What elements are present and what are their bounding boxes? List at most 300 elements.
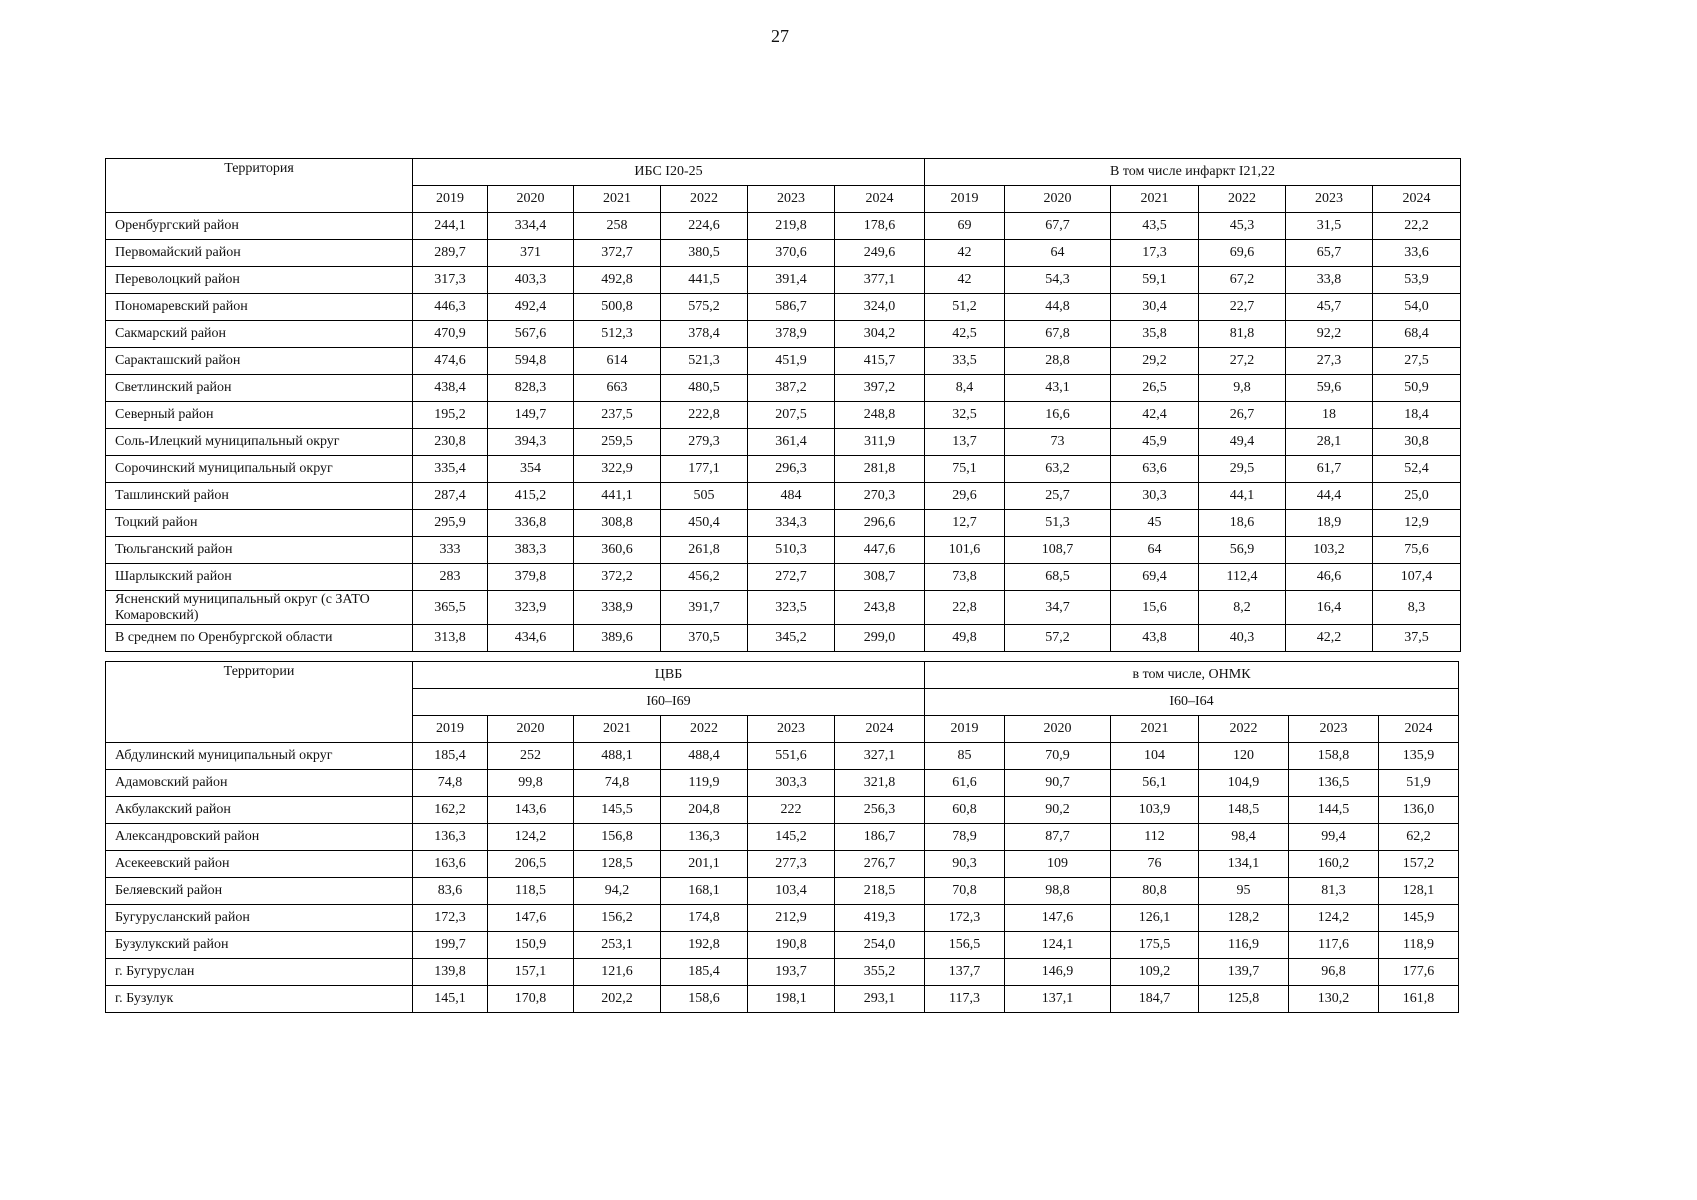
table-row (106, 591, 1461, 625)
value-cell: 389,6 (574, 625, 661, 652)
group-header-ihd: ИБС I20-25 (413, 159, 925, 186)
value-cell: 121,6 (574, 959, 661, 986)
value-cell: 30,4 (1111, 294, 1199, 321)
value-cell: 156,8 (574, 824, 661, 851)
value-cell: 53,9 (1373, 267, 1461, 294)
value-cell: 70,9 (1005, 743, 1111, 770)
value-cell: 397,2 (835, 375, 925, 402)
value-cell: 308,8 (574, 510, 661, 537)
value-cell: 75,1 (925, 456, 1005, 483)
value-cell: 434,6 (488, 625, 574, 652)
value-cell: 279,3 (661, 429, 748, 456)
value-cell: 287,4 (413, 483, 488, 510)
value-cell: 107,4 (1373, 564, 1461, 591)
value-cell: 145,1 (413, 986, 488, 1013)
value-cell: 8,4 (925, 375, 1005, 402)
value-cell: 28,1 (1286, 429, 1373, 456)
value-cell: 49,4 (1199, 429, 1286, 456)
value-cell: 201,1 (661, 851, 748, 878)
value-cell: 135,9 (1379, 743, 1459, 770)
value-cell: 139,8 (413, 959, 488, 986)
territory-name: Оренбургский район (106, 213, 413, 240)
value-cell: 249,6 (835, 240, 925, 267)
value-cell: 296,6 (835, 510, 925, 537)
value-cell: 145,2 (748, 824, 835, 851)
value-cell: 32,5 (925, 402, 1005, 429)
page-number: 27 (771, 26, 789, 46)
ihd-table (105, 158, 1461, 652)
value-cell: 512,3 (574, 321, 661, 348)
value-cell: 156,2 (574, 905, 661, 932)
value-cell: 371 (488, 240, 574, 267)
value-cell: 124,2 (488, 824, 574, 851)
value-cell: 184,7 (1111, 986, 1199, 1013)
value-cell: 42,5 (925, 321, 1005, 348)
year-header: 2022 (661, 716, 748, 743)
value-cell: 45,3 (1199, 213, 1286, 240)
value-cell: 137,7 (925, 959, 1005, 986)
value-cell: 85 (925, 743, 1005, 770)
territory-header: Территории (106, 662, 413, 743)
value-cell: 17,3 (1111, 240, 1199, 267)
territory-name: В среднем по Оренбургской области (106, 625, 413, 652)
table-row (106, 905, 1459, 932)
value-cell: 117,3 (925, 986, 1005, 1013)
territory-name: Адамовский район (106, 770, 413, 797)
value-cell: 68,4 (1373, 321, 1461, 348)
value-cell: 224,6 (661, 213, 748, 240)
value-cell: 35,8 (1111, 321, 1199, 348)
value-cell: 109,2 (1111, 959, 1199, 986)
value-cell: 178,6 (835, 213, 925, 240)
year-header: 2022 (1199, 186, 1286, 213)
value-cell: 128,1 (1379, 878, 1459, 905)
value-cell: 160,2 (1289, 851, 1379, 878)
value-cell: 116,9 (1199, 932, 1289, 959)
value-cell: 145,5 (574, 797, 661, 824)
value-cell: 22,8 (925, 591, 1005, 625)
value-cell: 244,1 (413, 213, 488, 240)
value-cell: 29,6 (925, 483, 1005, 510)
group-header-infarct: В том числе инфаркт I21,22 (925, 159, 1461, 186)
value-cell: 136,5 (1289, 770, 1379, 797)
table-row (106, 878, 1459, 905)
value-cell: 256,3 (835, 797, 925, 824)
value-cell: 415,7 (835, 348, 925, 375)
value-cell: 336,8 (488, 510, 574, 537)
year-header: 2022 (1199, 716, 1289, 743)
territory-name: Первомайский район (106, 240, 413, 267)
value-cell: 112 (1111, 824, 1199, 851)
territory-name: Ташлинский район (106, 483, 413, 510)
year-header: 2021 (1111, 716, 1199, 743)
value-cell: 259,5 (574, 429, 661, 456)
value-cell: 45,9 (1111, 429, 1199, 456)
value-cell: 172,3 (925, 905, 1005, 932)
value-cell: 254,0 (835, 932, 925, 959)
value-cell: 83,6 (413, 878, 488, 905)
value-cell: 74,8 (574, 770, 661, 797)
table-row (106, 240, 1461, 267)
value-cell: 317,3 (413, 267, 488, 294)
territory-name: Асекеевский район (106, 851, 413, 878)
year-header: 2022 (661, 186, 748, 213)
value-cell: 378,4 (661, 321, 748, 348)
value-cell: 70,8 (925, 878, 1005, 905)
year-header: 2021 (574, 186, 661, 213)
value-cell: 128,2 (1199, 905, 1289, 932)
value-cell: 98,4 (1199, 824, 1289, 851)
year-header: 2023 (1289, 716, 1379, 743)
value-cell: 446,3 (413, 294, 488, 321)
value-cell: 87,7 (1005, 824, 1111, 851)
value-cell: 124,2 (1289, 905, 1379, 932)
value-cell: 124,1 (1005, 932, 1111, 959)
value-cell: 237,5 (574, 402, 661, 429)
territory-name: Шарлыкский район (106, 564, 413, 591)
value-cell: 57,2 (1005, 625, 1111, 652)
value-cell: 488,1 (574, 743, 661, 770)
value-cell: 492,4 (488, 294, 574, 321)
table-row (106, 510, 1461, 537)
territory-name: Соль-Илецкий муниципальный округ (106, 429, 413, 456)
year-header: 2021 (1111, 186, 1199, 213)
value-cell: 289,7 (413, 240, 488, 267)
value-cell: 90,2 (1005, 797, 1111, 824)
value-cell: 333 (413, 537, 488, 564)
value-cell: 222,8 (661, 402, 748, 429)
value-cell: 147,6 (1005, 905, 1111, 932)
value-cell: 60,8 (925, 797, 1005, 824)
value-cell: 125,8 (1199, 986, 1289, 1013)
value-cell: 148,5 (1199, 797, 1289, 824)
table-row (106, 267, 1461, 294)
value-cell: 144,5 (1289, 797, 1379, 824)
value-cell: 170,8 (488, 986, 574, 1013)
table-row (106, 375, 1461, 402)
table-row (106, 959, 1459, 986)
value-cell: 118,5 (488, 878, 574, 905)
value-cell: 64 (1111, 537, 1199, 564)
value-cell: 51,2 (925, 294, 1005, 321)
value-cell: 258 (574, 213, 661, 240)
value-cell: 33,5 (925, 348, 1005, 375)
value-cell: 136,0 (1379, 797, 1459, 824)
year-header: 2024 (835, 186, 925, 213)
value-cell: 12,9 (1373, 510, 1461, 537)
group-header-cvd: ЦВБ (413, 662, 925, 689)
value-cell: 488,4 (661, 743, 748, 770)
value-cell: 143,6 (488, 797, 574, 824)
territory-name: Сорочинский муниципальный округ (106, 456, 413, 483)
value-cell: 64 (1005, 240, 1111, 267)
value-cell: 103,4 (748, 878, 835, 905)
year-header: 2020 (488, 716, 574, 743)
value-cell: 370,5 (661, 625, 748, 652)
territory-name: Абдулинский муниципальный округ (106, 743, 413, 770)
value-cell: 109 (1005, 851, 1111, 878)
value-cell: 311,9 (835, 429, 925, 456)
value-cell: 321,8 (835, 770, 925, 797)
value-cell: 295,9 (413, 510, 488, 537)
value-cell: 323,9 (488, 591, 574, 625)
value-cell: 451,9 (748, 348, 835, 375)
value-cell: 150,9 (488, 932, 574, 959)
value-cell: 73,8 (925, 564, 1005, 591)
value-cell: 44,8 (1005, 294, 1111, 321)
value-cell: 9,8 (1199, 375, 1286, 402)
value-cell: 69 (925, 213, 1005, 240)
value-cell: 104 (1111, 743, 1199, 770)
value-cell: 78,9 (925, 824, 1005, 851)
table-row (106, 213, 1461, 240)
table-row (106, 797, 1459, 824)
territory-name: Бугурусланский район (106, 905, 413, 932)
value-cell: 30,3 (1111, 483, 1199, 510)
value-cell: 96,8 (1289, 959, 1379, 986)
value-cell: 18,6 (1199, 510, 1286, 537)
value-cell: 177,6 (1379, 959, 1459, 986)
value-cell: 222 (748, 797, 835, 824)
year-header: 2020 (1005, 716, 1111, 743)
value-cell: 441,5 (661, 267, 748, 294)
value-cell: 40,3 (1199, 625, 1286, 652)
table-row (106, 824, 1459, 851)
value-cell: 175,5 (1111, 932, 1199, 959)
value-cell: 95 (1199, 878, 1289, 905)
value-cell: 108,7 (1005, 537, 1111, 564)
value-cell: 161,8 (1379, 986, 1459, 1013)
territory-name: Беляевский район (106, 878, 413, 905)
value-cell: 377,1 (835, 267, 925, 294)
value-cell: 51,9 (1379, 770, 1459, 797)
year-header: 2021 (574, 716, 661, 743)
value-cell: 42,4 (1111, 402, 1199, 429)
table-row (106, 564, 1461, 591)
value-cell: 99,8 (488, 770, 574, 797)
value-cell: 22,7 (1199, 294, 1286, 321)
cvd-table (105, 661, 1459, 1013)
value-cell: 81,3 (1289, 878, 1379, 905)
value-cell: 419,3 (835, 905, 925, 932)
territory-name: Бузулукский район (106, 932, 413, 959)
value-cell: 13,7 (925, 429, 1005, 456)
territory-name: Сакмарский район (106, 321, 413, 348)
value-cell: 243,8 (835, 591, 925, 625)
value-cell: 63,6 (1111, 456, 1199, 483)
value-cell: 195,2 (413, 402, 488, 429)
value-cell: 212,9 (748, 905, 835, 932)
value-cell: 28,8 (1005, 348, 1111, 375)
year-header: 2023 (748, 716, 835, 743)
value-cell: 62,2 (1379, 824, 1459, 851)
value-cell: 25,0 (1373, 483, 1461, 510)
value-cell: 828,3 (488, 375, 574, 402)
value-cell: 379,8 (488, 564, 574, 591)
value-cell: 81,8 (1199, 321, 1286, 348)
value-cell: 54,0 (1373, 294, 1461, 321)
value-cell: 73 (1005, 429, 1111, 456)
table-row (106, 321, 1461, 348)
value-cell: 136,3 (413, 824, 488, 851)
value-cell: 403,3 (488, 267, 574, 294)
value-cell: 391,7 (661, 591, 748, 625)
value-cell: 54,3 (1005, 267, 1111, 294)
territory-name: Ясненский муниципальный округ (с ЗАТО Комаровский) (106, 591, 413, 625)
value-cell: 327,1 (835, 743, 925, 770)
value-cell: 391,4 (748, 267, 835, 294)
value-cell: 162,2 (413, 797, 488, 824)
value-cell: 586,7 (748, 294, 835, 321)
value-cell: 50,9 (1373, 375, 1461, 402)
value-cell: 45 (1111, 510, 1199, 537)
value-cell: 484 (748, 483, 835, 510)
value-cell: 270,3 (835, 483, 925, 510)
value-cell: 52,4 (1373, 456, 1461, 483)
value-cell: 253,1 (574, 932, 661, 959)
value-cell: 355,2 (835, 959, 925, 986)
value-cell: 25,7 (1005, 483, 1111, 510)
territory-name: Александровский район (106, 824, 413, 851)
icd-code-cvd: I60–I69 (413, 689, 925, 716)
value-cell: 372,2 (574, 564, 661, 591)
value-cell: 338,9 (574, 591, 661, 625)
value-cell: 56,1 (1111, 770, 1199, 797)
value-cell: 293,1 (835, 986, 925, 1013)
value-cell: 130,2 (1289, 986, 1379, 1013)
table-row (106, 851, 1459, 878)
value-cell: 261,8 (661, 537, 748, 564)
value-cell: 128,5 (574, 851, 661, 878)
value-cell: 198,1 (748, 986, 835, 1013)
territory-name: г. Бузулук (106, 986, 413, 1013)
value-cell: 157,1 (488, 959, 574, 986)
value-cell: 199,7 (413, 932, 488, 959)
value-cell: 365,5 (413, 591, 488, 625)
value-cell: 18,9 (1286, 510, 1373, 537)
value-cell: 22,2 (1373, 213, 1461, 240)
value-cell: 92,2 (1286, 321, 1373, 348)
table-row (106, 294, 1461, 321)
value-cell: 31,5 (1286, 213, 1373, 240)
year-header: 2019 (925, 186, 1005, 213)
value-cell: 33,6 (1373, 240, 1461, 267)
year-header: 2019 (925, 716, 1005, 743)
value-cell: 441,1 (574, 483, 661, 510)
value-cell: 308,7 (835, 564, 925, 591)
value-cell: 27,5 (1373, 348, 1461, 375)
value-cell: 145,9 (1379, 905, 1459, 932)
value-cell: 44,4 (1286, 483, 1373, 510)
territory-name: Переволоцкий район (106, 267, 413, 294)
value-cell: 438,4 (413, 375, 488, 402)
value-cell: 117,6 (1289, 932, 1379, 959)
value-cell: 120 (1199, 743, 1289, 770)
value-cell: 500,8 (574, 294, 661, 321)
year-header: 2024 (1379, 716, 1459, 743)
value-cell: 46,6 (1286, 564, 1373, 591)
value-cell: 360,6 (574, 537, 661, 564)
value-cell: 74,8 (413, 770, 488, 797)
value-cell: 370,6 (748, 240, 835, 267)
territory-name: Тюльганский район (106, 537, 413, 564)
value-cell: 204,8 (661, 797, 748, 824)
value-cell: 16,4 (1286, 591, 1373, 625)
value-cell: 378,9 (748, 321, 835, 348)
table-row (106, 770, 1459, 797)
value-cell: 67,2 (1199, 267, 1286, 294)
value-cell: 126,1 (1111, 905, 1199, 932)
value-cell: 276,7 (835, 851, 925, 878)
value-cell: 26,7 (1199, 402, 1286, 429)
value-cell: 16,6 (1005, 402, 1111, 429)
value-cell: 313,8 (413, 625, 488, 652)
value-cell: 252 (488, 743, 574, 770)
value-cell: 67,8 (1005, 321, 1111, 348)
value-cell: 158,8 (1289, 743, 1379, 770)
value-cell: 59,6 (1286, 375, 1373, 402)
value-cell: 174,8 (661, 905, 748, 932)
table-row (106, 348, 1461, 375)
value-cell: 103,9 (1111, 797, 1199, 824)
value-cell: 45,7 (1286, 294, 1373, 321)
value-cell: 59,1 (1111, 267, 1199, 294)
value-cell: 27,2 (1199, 348, 1286, 375)
table-row (106, 743, 1459, 770)
value-cell: 334,3 (748, 510, 835, 537)
value-cell: 387,2 (748, 375, 835, 402)
year-header: 2019 (413, 716, 488, 743)
value-cell: 383,3 (488, 537, 574, 564)
value-cell: 663 (574, 375, 661, 402)
table-row (106, 932, 1459, 959)
value-cell: 137,1 (1005, 986, 1111, 1013)
value-cell: 521,3 (661, 348, 748, 375)
value-cell: 218,5 (835, 878, 925, 905)
group-header-stroke: в том числе, ОНМК (925, 662, 1459, 689)
value-cell: 248,8 (835, 402, 925, 429)
value-cell: 394,3 (488, 429, 574, 456)
value-cell: 139,7 (1199, 959, 1289, 986)
value-cell: 118,9 (1379, 932, 1459, 959)
value-cell: 29,2 (1111, 348, 1199, 375)
value-cell: 474,6 (413, 348, 488, 375)
value-cell: 480,5 (661, 375, 748, 402)
value-cell: 56,9 (1199, 537, 1286, 564)
table-row (106, 537, 1461, 564)
year-header: 2023 (1286, 186, 1373, 213)
value-cell: 112,4 (1199, 564, 1286, 591)
value-cell: 69,6 (1199, 240, 1286, 267)
value-cell: 90,3 (925, 851, 1005, 878)
territory-name: Пономаревский район (106, 294, 413, 321)
value-cell: 33,8 (1286, 267, 1373, 294)
value-cell: 68,5 (1005, 564, 1111, 591)
value-cell: 149,7 (488, 402, 574, 429)
value-cell: 510,3 (748, 537, 835, 564)
value-cell: 18 (1286, 402, 1373, 429)
value-cell: 614 (574, 348, 661, 375)
value-cell: 324,0 (835, 294, 925, 321)
value-cell: 372,7 (574, 240, 661, 267)
value-cell: 177,1 (661, 456, 748, 483)
value-cell: 281,8 (835, 456, 925, 483)
value-cell: 65,7 (1286, 240, 1373, 267)
territory-name: г. Бугуруслан (106, 959, 413, 986)
value-cell: 172,3 (413, 905, 488, 932)
value-cell: 67,7 (1005, 213, 1111, 240)
value-cell: 27,3 (1286, 348, 1373, 375)
